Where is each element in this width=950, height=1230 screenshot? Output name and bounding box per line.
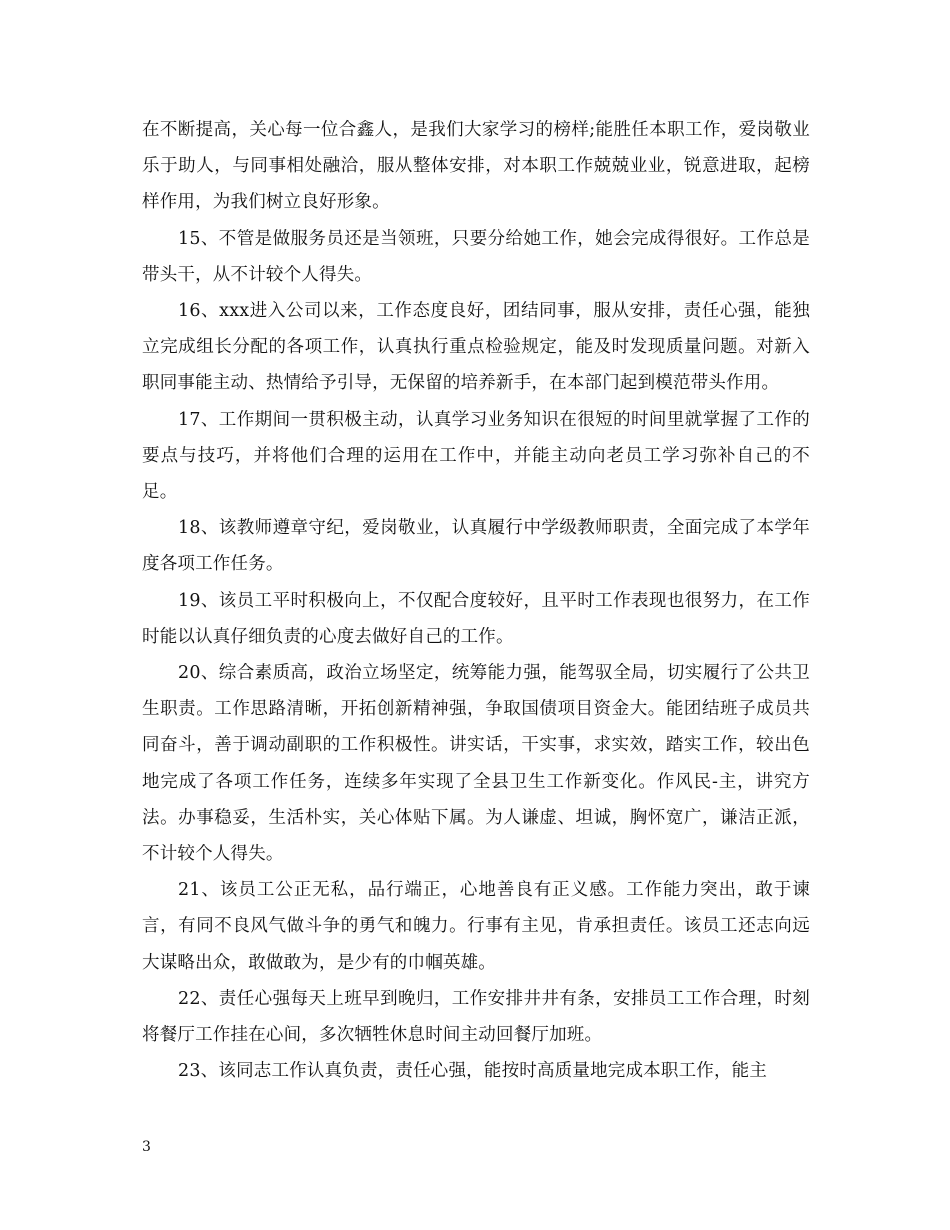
paragraph-item-19: 19、该员工平时积极向上，不仅配合度较好，且平时工作表现也很努力，在工作时能以认真仔细负责的心度去做好自己的工作。 xyxy=(142,590,810,647)
paragraph-item-23: 23、该同志工作认真负责，责任心强，能按时高质量地完成本职工作，能主 xyxy=(178,1061,768,1082)
paragraph-item-20: 20、综合素质高，政治立场坚定，统筹能力强，能驾驭全局，切实履行了公共卫生职责。工作思路清晰，开拓创新精神强，争取国债项目资金大。能团结班子成员共同奋斗，善于调动副职的工作积极性。讲实话，干实事，求实效，踏实工作，较出色地完成了各项工作任务，连续多年实现了全县卫生工作新变化。作风民-主，讲究方法。办事稳妥，生活朴实，关心体贴下属。为人谦虚、坦诚，胸怀宽广，谦洁正派，不计较个人得失。 xyxy=(142,663,810,865)
paragraph-continuation: 在不断提高，关心每一位合鑫人，是我们大家学习的榜样;能胜任本职工作，爱岗敬业乐于助人，与同事相处融洽，服从整体安排，对本职工作兢兢业业，锐意进取，起榜样作用，为我们树立良好形象。 xyxy=(142,120,810,213)
paragraph-item-16: 16、xxx进入公司以来，工作态度良好，团结同事，服从安排，责任心强，能独立完成组长分配的各项工作，认真执行重点检验规定，能及时发现质量问题。对新入职同事能主动、热情给予引导，无保留的培养新手，在本部门起到模范带头作用。 xyxy=(142,301,810,394)
page-number: 3 xyxy=(142,1139,151,1155)
paragraph-item-22: 22、责任心强每天上班早到晚归，工作安排井井有条，安排员工工作合理，时刻将餐厅工作挂在心间，多次牺牲休息时间主动回餐厅加班。 xyxy=(142,988,810,1046)
paragraph-item-17: 17、工作期间一贯积极主动，认真学习业务知识在很短的时间里就掌握了工作的要点与技巧，并将他们合理的运用在工作中，并能主动向老员工学习弥补自己的不足。 xyxy=(142,409,810,503)
paragraph-item-15: 15、不管是做服务员还是当领班，只要分给她工作，她会完成得很好。工作总是带头干，从不计较个人得失。 xyxy=(142,228,810,285)
paragraph-item-18: 18、该教师遵章守纪，爱岗敬业，认真履行中学级教师职责，全面完成了本学年度各项工作任务。 xyxy=(142,518,810,575)
document-body xyxy=(142,112,810,1089)
paragraph-item-21: 21、该员工公正无私，品行端正，心地善良有正义感。工作能力突出，敢于谏言，有同不良风气做斗争的勇气和魄力。行事有主见，肯承担责任。该员工还志向远大谋略出众，敢做敢为，是少有的巾帼英雄。 xyxy=(142,880,810,973)
